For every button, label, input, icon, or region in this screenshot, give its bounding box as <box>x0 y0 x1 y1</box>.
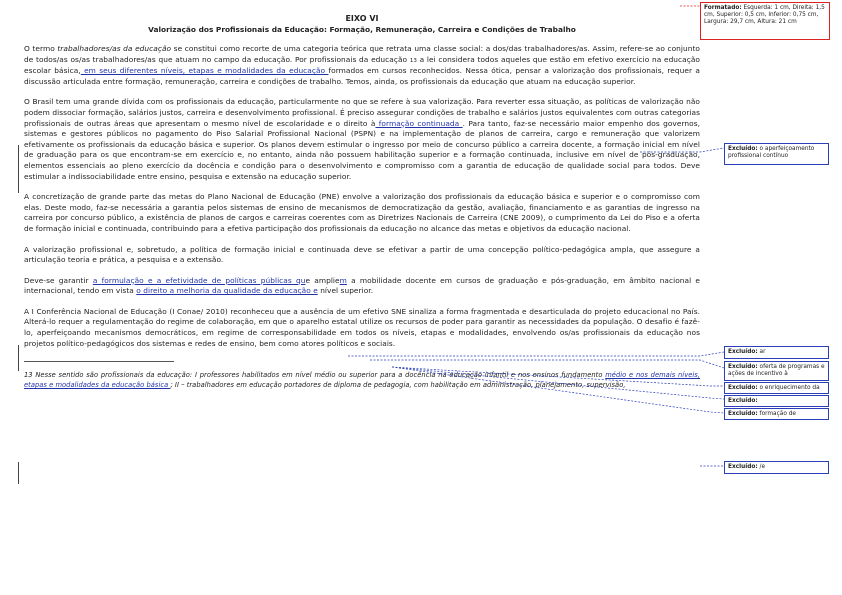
text-run: a lei considera todos aqueles que estão em efetivo exercício na educação escolar básica, <box>24 54 700 76</box>
tracked-insertion[interactable]: médio <box>605 371 627 380</box>
tracked-insertion[interactable]: e nos demais níveis, etapas e modalidades da educação básica <box>24 371 700 390</box>
balloon-label: Excluído: <box>728 464 758 470</box>
footnote-ref[interactable]: 13 <box>409 57 417 64</box>
deletion-balloon[interactable] <box>724 143 829 165</box>
balloon-label: Excluído: <box>728 411 758 417</box>
connector-line <box>348 352 724 356</box>
text-run: e amplie <box>305 275 340 285</box>
deletion-balloon[interactable] <box>724 346 829 359</box>
balloon-text: Esquerda: 1 cm, Direita: 1,5 cm, Superior: 0,5 cm, Inferior: 0,75 cm, Largura: 29,7 cm, Altura: 21 cm <box>704 5 825 25</box>
text-run: O termo <box>24 44 58 53</box>
formatting-balloon[interactable] <box>700 2 830 40</box>
paragraph-3: A concretização de grande parte das metas do Plano Nacional de Educação (PNE) envolve a valorização dos profissionais da educação básica e superior e o compromisso com elas. Deste modo, faz-se necessária a garantia pelos sistemas de ensino de mecanismos de democratização da gestão, avaliação, financiamento e as garantias de ingresso na carreira por concurso público, a existência de planos de cargos e carreiras coerentes com as Diretrizes Nacionais de Carreira (CNE 2009), o cumprimento da Lei do Piso e a oferta de formação inicial e continuada, contribuindo para a efetiva participação dos profissionais da educação no alcance das metas e objetivos da educação nacional. <box>24 192 700 233</box>
balloon-label: Excluído: <box>728 349 758 355</box>
connector-line <box>370 360 724 368</box>
connector-line <box>392 367 724 413</box>
text-run: nível superior. <box>317 286 374 296</box>
balloon-text: oferta de programas e ações de incentivo à <box>728 364 825 377</box>
balloon-label: Excluído: <box>728 364 758 370</box>
deletion-balloon[interactable] <box>724 361 829 381</box>
balloon-label: Excluído: <box>728 146 758 152</box>
deletion-balloon[interactable] <box>724 461 829 474</box>
tracked-insertion[interactable]: formação continuada <box>375 118 463 128</box>
tracked-insertion[interactable]: em seus diferentes níveis, etapas e modalidades da educação <box>80 66 329 76</box>
text-run: se constitui como recorte de uma categoria teórica que retrata uma classe social: a dos/das trabalhadores/as. Assim, refere-se ao conjunto de todos/as os/as trabalhadores/as que atuam no campo da educação. Por profissionais da educação <box>24 44 700 64</box>
connector-line <box>640 148 724 152</box>
deletion-balloon[interactable] <box>724 395 829 407</box>
connector-line <box>392 367 724 386</box>
text-run: formados em cursos reconhecidos. Nessa ótica, pensar a valorização dos profissionais, requer a discussão articulada entre formação, remuneração, carreira e condições de trabalho. Temos, ainda, os profissionais da educação que atuam na educação superior. <box>24 66 700 86</box>
balloon-text: /e <box>757 464 766 470</box>
section-subtitle: Valorização dos Profissionais da Educação: Formação, Remuneração, Carreira e Condições de Trabalho <box>148 25 576 34</box>
balloon-label: Excluído: <box>728 385 758 391</box>
paragraph-6: A I Conferência Nacional de Educação (I Conae/ 2010) reconheceu que a ausência de um efetivo SNE sinaliza a forma fragmentada e desarticulada do projeto educacional no País. Alterá-lo requer a regulamentação do regime de colaboração, em que o aparelho estatal utilize os recursos de poder para garantir as necessidades da população. O desafio é fazê-lo, aperfeiçoando mecanismos democráticos, em regime de corresponsabilidade em todos os níveis, etapas e modalidades, envolvendo os/as profissionais da educação nos projetos político-pedagógicos dos sistemas e redes de ensino, bem como atores políticos e sociais. <box>24 306 700 348</box>
deletion-balloon[interactable] <box>724 408 829 420</box>
balloon-text: o aperfeiçoamento profissional contínuo <box>728 146 815 159</box>
text-run-italic: trabalhadores/as da educação <box>57 44 172 53</box>
balloon-text: formação de <box>757 411 796 417</box>
section-title: EIXO VI <box>345 14 379 23</box>
tracked-insertion[interactable]: a formulação e a efetividade de políticas públicas qu <box>92 275 306 285</box>
balloon-label: Excluído: <box>728 398 758 404</box>
text-run: 13 Nesse sentido são profissionais da educação: I professores habilitados em nível médio ou superior para a docência na educação infantil e nos ensinos fundamento <box>24 371 606 380</box>
text-run: mobilidade docente em cursos de graduação e pós-graduação, em âmbito nacional e internacional, tendo em vista <box>24 275 701 296</box>
deletion-balloon[interactable] <box>724 382 829 394</box>
text-run: O Brasil tem uma grande dívida com os profissionais da educação, particularmente no que se refere à sua valorização. Para reverter essa situação, as políticas de valorização não podem dissociar formação, salários justos, carreira e desenvolvimento profissional. É preciso assegurar condições de trabalho e salários justos equivalentes com outras categorias profissionais de outras áreas que apresentam o mesmo nível de escolaridade e o direito à <box>24 97 700 128</box>
connector-line <box>392 367 724 399</box>
text-run: a <box>346 275 356 285</box>
balloon-label: Formatado: <box>704 5 742 11</box>
text-run: ; II – trabalhadores em educação portadores de diploma de pedagogia, com habilitação em administração, planejamento, supervisão, <box>170 381 626 390</box>
tracked-insertion[interactable]: m <box>339 275 347 285</box>
text-run: . Para tanto, faz-se necessário maior empenho dos governos, sistemas e gestores públicos no pagamento do Piso Salarial Profissional Nacional (PSPN) e na implementação de planos de carreira, cargo e remuneração que valorizem efetivamente os profissionais da educação básica e superior. Os planos devem estimular o ingresso por meio de concurso público a carreira docente, a formação inicial em nível de graduação para os que encontram-se em exercício e, no entanto, ainda não possuem habilitação superior e a formação continuada, inclusive em nível de pós-graduação, elementos essenciais ao pleno exercício da docência e condição para o desenvolvimento e compromisso com a garantia de educação de qualidade social para todos. Deve estimular a indissociabilidade entre ensino, pesquisa e extensão na educação superior. <box>24 118 701 181</box>
paragraph-4: A valorização profissional e, sobretudo, a política de formação inicial e continuada deve se efetivar a partir de uma concepção político-pedagógica ampla, que assegure a articulação teoria e prática, a pesquisa e a extensão. <box>24 244 700 265</box>
balloon-text: ar <box>757 349 766 355</box>
text-run: Deve-se garantir <box>24 275 93 285</box>
tracked-insertion[interactable]: o direito a melhoria da qualidade da educação e <box>136 286 318 296</box>
balloon-text: o enriquecimento da <box>757 385 820 391</box>
